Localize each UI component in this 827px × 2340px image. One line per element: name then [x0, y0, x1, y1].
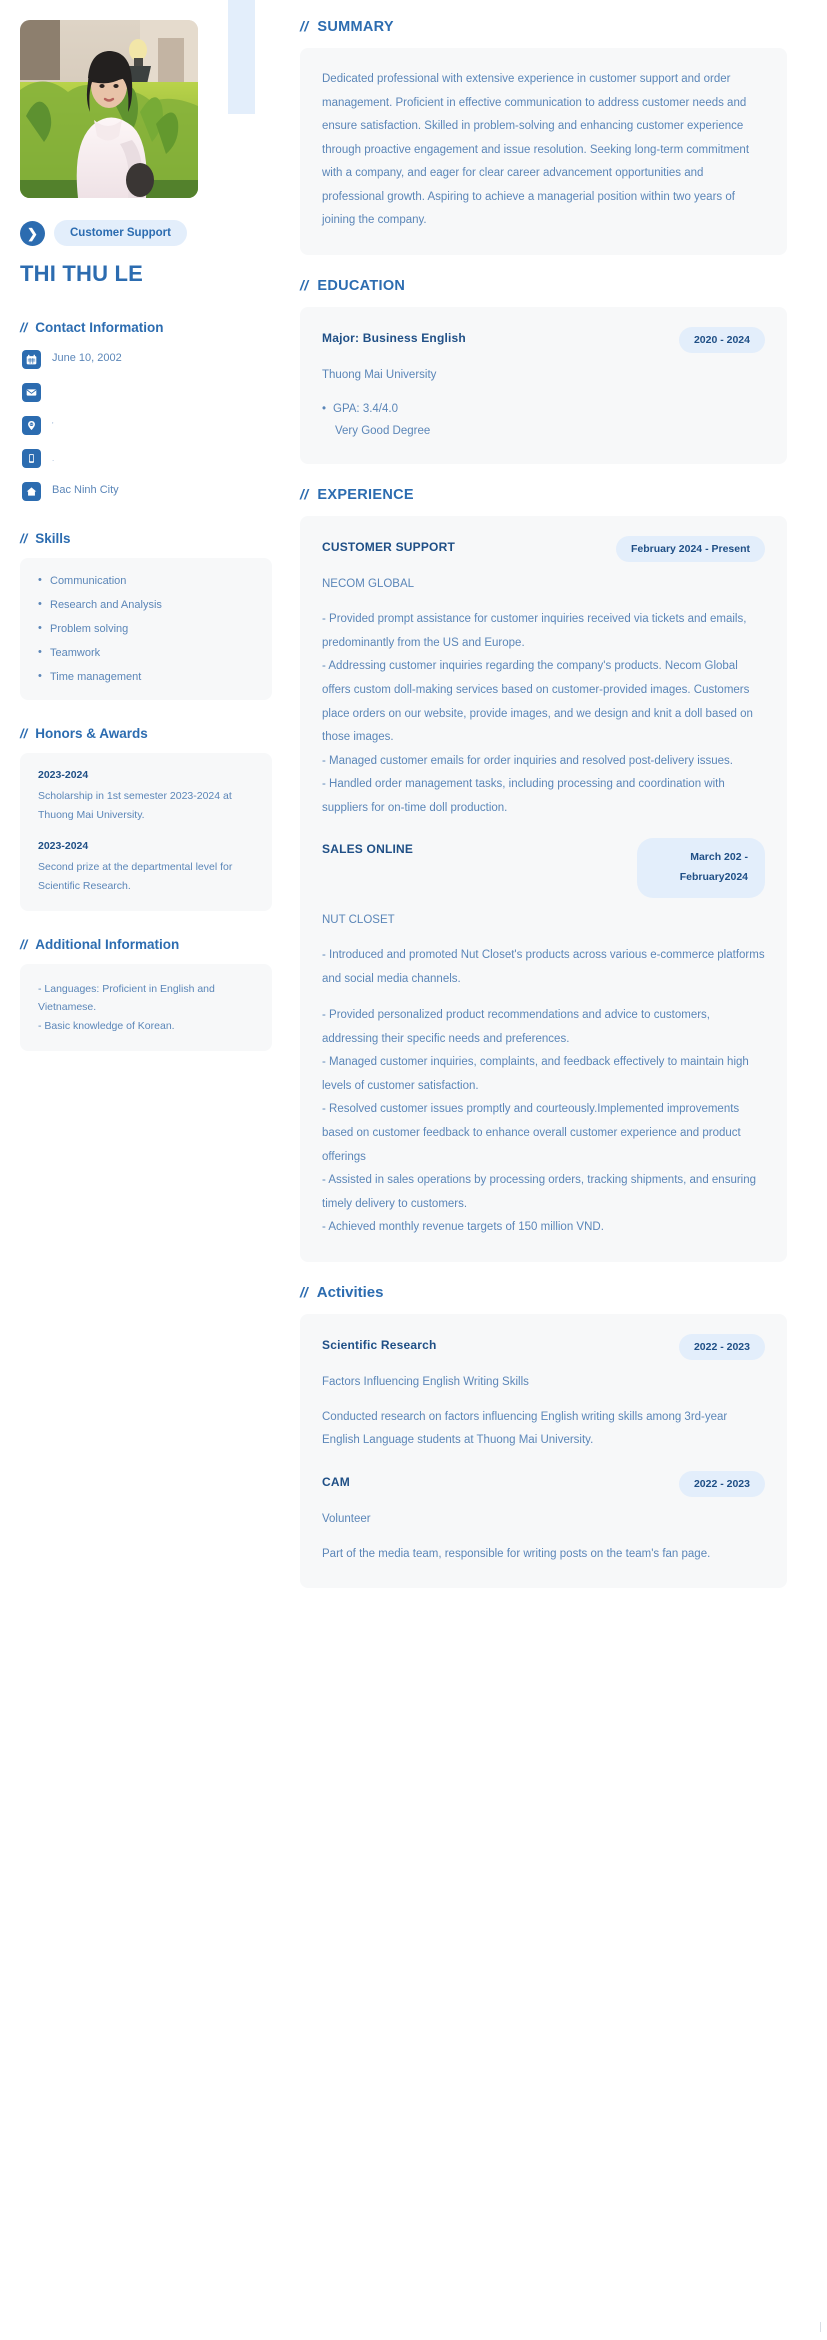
section-title: Skills [35, 531, 71, 547]
activity-title: Scientific Research [322, 1337, 437, 1352]
date-chip: 2022 - 2023 [679, 1334, 765, 1360]
slash-marker: // [300, 1283, 308, 1300]
contact-value-birthdate: June 10, 2002 [52, 352, 122, 365]
section-heading-education [300, 277, 787, 294]
date-chip: February 2024 - Present [616, 536, 765, 562]
job-bullet: - Managed customer inquiries, complaints, and feedback effectively to maintain high levels of customer satisfaction. [322, 1056, 749, 1092]
activity-title: CAM [322, 1474, 350, 1489]
activity-entry [322, 1471, 765, 1566]
section-title: Activities [316, 1283, 384, 1301]
education-degree: Very Good Degree [335, 424, 431, 437]
spacer [322, 820, 765, 838]
education-gpa: • GPA: 3.4/4.0 [322, 399, 765, 421]
list-item: • Communication [38, 574, 256, 589]
job-bullet: - Introduced and promoted Nut Closet's products across various e-commerce platforms and social media channels. [322, 949, 765, 985]
activity-description: Conducted research on factors influencing English writing skills among 3rd-year English Language students at Thuong Mai University. [322, 1410, 728, 1447]
experience-entry-header [322, 536, 765, 562]
chevron-right-icon: ❯ [20, 221, 45, 246]
activity-entry-header [322, 1471, 765, 1497]
education-panel [300, 307, 787, 465]
spacer [322, 1453, 765, 1471]
section-title: EDUCATION [317, 277, 406, 294]
slash-marker: // [300, 276, 309, 293]
slash-marker: // [20, 531, 28, 547]
job-bullet: - Handled order management tasks, including processing and coordination with suppliers for on-time doll production. [322, 778, 725, 814]
page-edge-mark [820, 2322, 821, 2332]
envelope-icon [22, 383, 41, 402]
job-title: SALES ONLINE [322, 842, 414, 857]
list-item: • Research and Analysis [38, 598, 256, 613]
job-bullet: - Provided personalized product recommendations and advice to customers, addressing their specific needs and preferences. [322, 1009, 711, 1045]
section-heading-additional [20, 937, 272, 952]
contact-row-web[interactable] [22, 413, 272, 437]
job-bullet: - Managed customer emails for order inquiries and resolved post-delivery issues. [322, 754, 733, 767]
activity-description: Part of the media team, responsible for writing posts on the team's fan page. [322, 1547, 711, 1560]
calendar-icon [22, 350, 41, 369]
list-item: • Problem solving [38, 622, 256, 637]
contact-value-address: Bac Ninh City [52, 484, 119, 497]
list-item: - Basic knowledge of Korean. [38, 1019, 175, 1032]
list-item: • Teamwork [38, 646, 256, 661]
slash-marker: // [300, 486, 309, 503]
additional-info-panel [20, 964, 272, 1051]
left-sidebar [0, 0, 290, 1077]
contact-row-birthdate [22, 347, 272, 371]
company-name: NUT CLOSET [322, 914, 395, 927]
list-item [38, 840, 256, 895]
contact-value-web: ' [52, 420, 54, 430]
experience-entry [322, 838, 765, 1239]
contact-row-address [22, 479, 272, 503]
list-item: • Time management [38, 670, 256, 685]
education-major: Major: Business English [322, 330, 466, 345]
job-bullet: - Assisted in sales operations by processing orders, tracking shipments, and ensuring timely delivery to customers. [322, 1174, 757, 1210]
education-school: Thuong Mai University [322, 368, 437, 381]
contact-row-phone[interactable] [22, 446, 272, 470]
home-icon [22, 482, 41, 501]
activity-entry-header [322, 1334, 765, 1360]
spacer [322, 991, 765, 1004]
honors-panel [20, 753, 272, 911]
section-title: EXPERIENCE [317, 487, 414, 504]
section-heading-experience [300, 486, 787, 503]
job-bullet: - Achieved monthly revenue targets of 150 million VND. [322, 1221, 604, 1234]
globe-pin-icon [22, 416, 41, 435]
section-heading-activities [300, 1284, 787, 1301]
job-title: CUSTOMER SUPPORT [322, 540, 455, 555]
education-entry-header [322, 327, 765, 353]
award-year: 2023-2024 [38, 769, 89, 782]
role-badge-row [20, 220, 272, 246]
activity-subtitle: Volunteer [322, 1512, 371, 1525]
slash-marker: // [20, 320, 28, 336]
section-heading-honors [20, 726, 272, 741]
page-title: THI THU LE [20, 261, 143, 286]
contact-row-email[interactable] [22, 380, 272, 404]
award-description: Second prize at the departmental level for Scientific Research. [38, 861, 233, 892]
main-content [290, 0, 827, 1610]
award-description: Scholarship in 1st semester 2023-2024 at Thuong Mai University. [38, 790, 232, 821]
section-title: SUMMARY [317, 19, 394, 35]
phone-icon [22, 449, 41, 468]
activity-subtitle: Factors Influencing English Writing Skills [322, 1375, 529, 1388]
section-heading-summary [300, 18, 787, 35]
list-item: - Languages: Proficient in English and Vietnamese. [38, 982, 215, 1014]
section-heading-skills [20, 531, 272, 546]
slash-marker: // [300, 18, 309, 34]
date-chip: 2020 - 2024 [679, 327, 765, 353]
job-bullet: - Resolved customer issues promptly and courteously.Implemented improvements based on customer feedback to enhance overall customer experience and product offerings [322, 1103, 741, 1163]
section-title: Additional Information [35, 936, 180, 952]
skills-panel [20, 558, 272, 700]
slash-marker: // [20, 936, 28, 952]
award-year: 2023-2024 [38, 840, 89, 853]
role-chip: Customer Support [54, 220, 187, 246]
activity-entry [322, 1334, 765, 1453]
job-bullet: - Addressing customer inquiries regarding the company's products. Necom Global offers custom doll-making services based on customer-provided images. Customers place orders on our website, provide images, and we design and knit a doll based on those images. [322, 660, 753, 744]
list-item [38, 769, 256, 824]
date-chip: 2022 - 2023 [679, 1471, 765, 1497]
slash-marker: // [20, 726, 28, 742]
company-name: NECOM GLOBAL [322, 578, 415, 591]
contact-list [20, 347, 272, 503]
experience-panel [300, 516, 787, 1261]
summary-text: Dedicated professional with extensive experience in customer support and order management. Proficient in effective communication to address customer needs and ensure satisfaction. Skilled in problem-solving and enhancing customer experience through proactive engagement and issue resolution. Seeking long-term commitment with a company, and eager for clear career advancement opportunities and professional growth. Aspiring to achieve a managerial position within two years of joining the company. [322, 73, 750, 227]
job-bullet: - Provided prompt assistance for customer inquiries received via tickets and emails, predominantly from the US and Europe. [322, 613, 747, 649]
experience-entry-header [322, 838, 765, 898]
avatar [20, 20, 198, 198]
activities-panel [300, 1314, 787, 1588]
section-title: Contact Information [35, 320, 164, 336]
contact-value-phone: . [52, 453, 55, 463]
date-chip: March 202 - February2024 [637, 838, 765, 898]
experience-entry [322, 536, 765, 820]
summary-panel [300, 48, 787, 255]
section-heading-contact [20, 320, 272, 335]
section-title: Honors & Awards [35, 726, 148, 742]
